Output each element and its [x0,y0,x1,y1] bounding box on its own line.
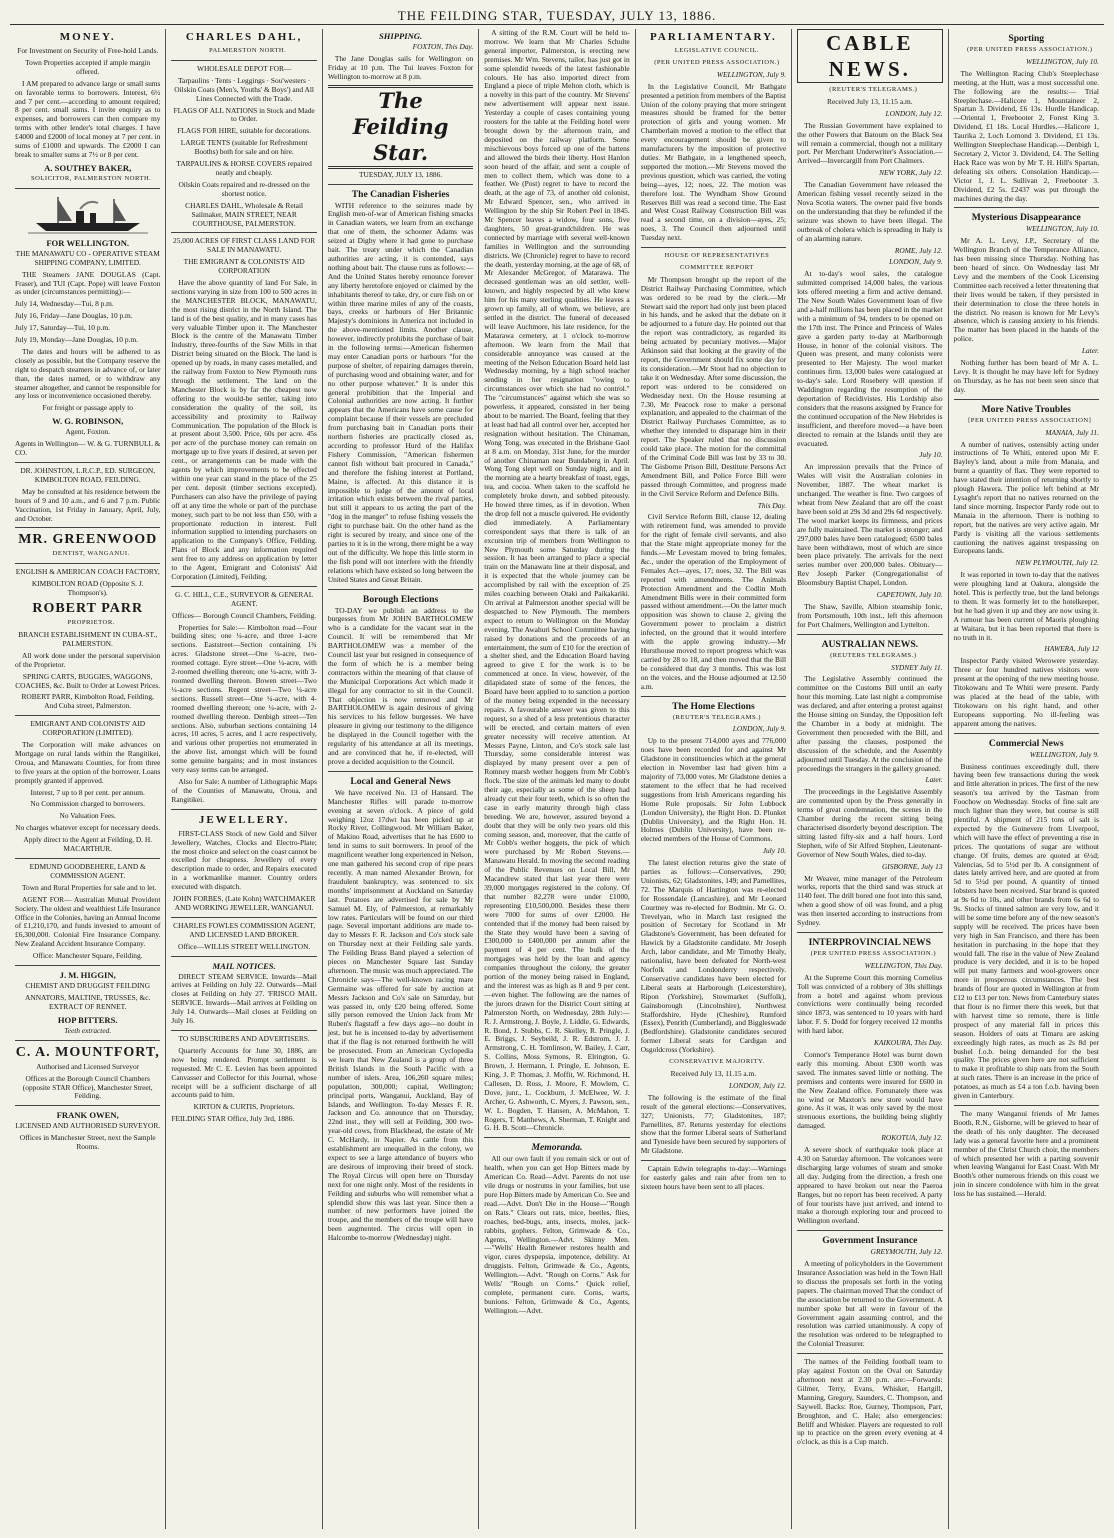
subs-heading: TO SUBSCRIBERS AND ADVERTISERS. [178,1034,310,1043]
cr-heading: COMMITTEE REPORT [680,263,754,271]
spring-carts: SPRING CARTS, BUGGIES, WAGGONS, COACHES, &c. Built to Order at Lowest Prices. [15,671,161,690]
sailing-2: July 16, Friday—Jane Douglas, 10 p.m. [15,311,133,321]
agent-for: AGENT FOR— Australian Mutual Provident Society. The oldest and wealthiest Life Insurance Office in the Colonies, having an Annual Income of £1,210,170, and funds invested to amount of £6,300,000. Colonial Fire Insurance Company. New Zealand Accident Insurance Company. [15,894,161,949]
freight-line: For freight or passage apply to [42,403,133,413]
wellington-body: At the Supreme Court this morning Cornelius Toll was convicted of a robbery of 30s shillings from a hotel and against whom previous convictions were continually being recorded since 1873, was sentenced to 10 years with hard labor. F. S. Dodd for forgery received 12 months with hard labor. [797,972,943,1036]
native-press: [PER UNITED PRESS ASSOCIATION] [968,416,1092,424]
fisheries-heading: The Canadian Fisheries [351,188,450,200]
coach-sub: KIMBOLTON ROAD (Opposite S. J. Thompson's). [31,579,144,598]
columns [10,29,1104,1529]
column-7 [949,29,1104,1529]
cable-news-heading: CABLE NEWS. [797,29,942,83]
gov-insurance-body: A meeting of policyholders in the Government Insurance Association was held in the Town Hall to discuss the proposals set forth in the voting papers. The chairman moved That the conduct of the association be returned to the Government. A number spoke but all were in favour of the Government again assuming control, and the resolution was carried unanimously. A copy of the resolution was ordered to be telegraphed to the Colonial Treasurer. [797,1259,943,1349]
manawatu-company: THE MANAWATU CO - OPERATIVE STEAM SHIPPING COMPANY, LIMITED. [15,248,160,267]
greenwood-sub: DENTIST, WANGANUI. [52,550,130,558]
owen-body: Offices in Manchester Street, next the Sample Rooms. [19,1133,156,1152]
home-body: Up to the present 714,000 ayes and 776,000 noes have been recorded for and against Mr Gladstone in constituencies which at the general election in November last had given him a majority of 73,000 votes. Mr Gladstone denies a statement to the effect that he had received suggestions from Irish Americans regarding his Home Rule proposals. Sir John Lubbock (London University), the Right Hon. D. Plunket (Dublin University), and the Right Hon. H. Holmes (Dublin University), have been re-elected members of the House of Commons. [640,736,787,844]
hawera-body: Inspector Pardy visited Werowere yesterday. Three or four hundred natives visitors were present at the opening of the new meeting house. Titokowaru and Te Whiti were present. Pardy was placed at the head of the table, with Titokowaru on his right hand, and other Europeans supporting. No ill-feeling was apparent among the natives. [953,656,1099,728]
emigrant2-heading: THE EMIGRANT & COLONISTS' AID CORPORATION [183,257,305,276]
manaia-dateline: MANAIA, July 11. [1045,427,1099,437]
lc-press: (PER UNITED PRESS ASSOCIATION.) [654,58,780,66]
home-elections-heading: The Home Elections [672,700,755,712]
steamers-notice: THE Steamers JANE DOUGLAS (Capt. Fraser), and TUI (Capt. Pope) will leave Foxton as under (circumstances permitting):— [15,269,161,297]
cape-dateline: CAPETOWN, July 10. [876,590,943,600]
later-body-7: Nothing further has been heard of Mr A. L. Levy. It is thought he may have left for Sydney on Thursday, as he has not been seen since that day. [953,358,1099,394]
australian-body: The Legislative Assembly continued the committee on the Customs Bill until an early hour this morning. Late last night a compromise was declared, and after entering a protest against the House sitting on Sunday, the Opposition left the Chamber in a body at midnight. The Government then proceeded with the Bill, and after passing the clauses, postponed the discussion of the schedule, and the Assembly adjourned until Tuesday. At the conclusion of the proceedings the strangers in the gallery groaned. [797,674,943,773]
parr-address: ROBERT PARR, Kimbolton Road, Feilding, And Cuba street, Palmerston. [21,692,154,711]
mysterious-heading: Mysterious Disappearance [971,212,1081,224]
hop-bitters: HOP BITTERS. [57,1014,118,1025]
money-body: I AM prepared to advance large or small sums on favorable terms to borrowers. Interest, 6½ and 7 per cent.—according to amount required; 8 per cent. small sums. I invite enquiry as to expenses, and borrowers can then compare my terms with other lender's total charges. I have £4000 and £2000 of local money at 7 per cent. in sums of £1000 and upwards. The £2000 I can break to smaller sums at 7½ or 8 per cent. [15,78,161,159]
wholesale-items: Tarpaulins · Tents · Leggings · Sou'westers · Oilskin Coats (Men's, Youths' & Boys') and All Lines Connected with the Trade. [174,75,314,103]
fisheries-body: WITH reference to the seizures made by English men-of-war of American fishing smacks in Canadian waters, we learn from an exchange that one of them, the schooner Adams was seized at Digby where it had gone to purchase bait. The treaty under which the Canadian authorities are acting, it is contended, says nothing about bait. The clause runs as follows:— And the United States hereby renounce forever any liberty heretofore enjoyed or claimed by the inhabitants thereof to take, dry, or cure fish on or within three marine miles of any of the coasts, bays, creeks or harbours of Her Britannic Majesty's dominions in America not included in the above-mentioned limits. Another clause, however, indirectly prohibits the purchase of bait in the following terms:—American fishermen may enter Canadian ports or harbours "for the purpose of shelter, of repairing damages therein, of purchasing wood and obtaining water, and for no other purpose whatever." It is under this general prohibition that the Imperial and Colonial authorities are now acting. It further appears that the Americans have some cause for complaint because if their vessels are precluded from purchasing bait in Canadian ports their northern fisheries are practically closed as, according to professor Hurd of the Halifax Fishery Commission, "American fishermen cannot fish without bait procured in Canada," and therefore the fishing interest at Portland, Maine, is affected. At this distance it is impossible to judge of the amount of local irritation which exists between the rival parties, but still it appears to us acting the part of the "dog in the manger" to refuse fishing vessels the right to purchase bait. On the other hand as the right is secured by treaty, and since one of the parties to it is in the wrong, there might be a way out of the difficulty. We hope this little storm in the fish pond will not interfere with the friendly relations which have existed so long between the United States and Great Britain. [327,200,474,584]
thisday-dateline: This Day. [757,500,787,510]
for-wellington: FOR WELLINGTON. [46,237,130,248]
july10-dateline-6: July 10. [919,450,943,460]
mountfort-heading: C. A. MOUNTFORT, [15,1044,160,1060]
news-body: A sitting of the R.M. Court will be held to-morrow. We learn that Mr Charles Schulte general importer, Palmerston, is erecting new premises. Mr Wm. Stevens, tailor, has just got in some splendid tweeds of the latest fashionable colours. He has also imported direct from England a piece of triple Melton cloth, which is a novelty in this part of the country. Mr Stevens' new advertisement will appear next issue. Yesterday a couple of cases containing young roosters for the table at the Feilding hotel were brought down by the afternoon train, and deposited on the railway platform. Some mischievous boys forced up one of the battens and allowed the birds their liberty. Host Hanlon soon heard of the affair, and sent a couple of men to collect them, which was done to a feather. We (Post) regret to have to record the death, at the age of 73, of another old colonist, Mr Edward Spencer, sen., who arrived in Wellington by the ship Sir Robert Peel in 1845. Mr Spencer leaves a widow, four sons, five daughters, 50 great-grandchildren. He was connected by marriage with several well-known families in Wellington and the surrounding districts. We (Chronicle) regret to have to record the death, yesterday morning, at the age of 68, of Mr Alexander McGregor, of Matarawa. The deceased gentleman was an old settler, well-known, and highly respected by all who knew him for his many sterling qualities. He leaves a grown up family, all of whom, we believe, are settled in the district. The funeral of deceased will leave Auchmore, his late residence, for the Matarawa cemetery, at 1 o'clock to-morrow afternoon. We learn from the Mail that considerable annoyance was caused at the meeting of the Nelson Education Board held last Wednesday morning, by a high school teacher sending in her resignation "owing to circumstances over which she had no control." The "circumstances" against which she was so powerless, it appeared, consisted in her being about to be married. The Board, feeling that they at least had had all control over her, accepted her resignation without hesitation. The Chinaman, Wong Tong, was executed in the Brisbane Gaol at 8 a.m. on Monday, 31st June, for the murder of another Chinaman near Bundaberg in April. Wong Tong slept well on Sunday night, and in the morning ate a hearty breakfast of toast, eggs, tea, and cocoa. When taken to the scaffold he completely broke down, and sobbed piteously. He bowed three times, as if in devotion. When the drop fell not a muscle quivered. He evidently died immediately. A Parliamentary correspondent says that there is talk of an excursion trip of members from Wellington to New Plymouth some Saturday during the session. It has been arranged to place a special train on the Manawatu line at their disposal, and it is expected that the whole journey can be accomplished by rail with the exception of 25 miles coaching between Otaki and Paikakariki. On arrival at Palmerston another special will be despatched to New Plymouth. The members expect to return to Wellington on the Monday evening. The Awahuri School Committee having raised by donations and the proceeds of an entertainment, the sum of £10 for the erection of a shelter shed, and the Education Board having agreed to give £ for the work is to be commenced at once. In view, however, of the dilapidated state of some of the fences, the Board have been applied to to sanction a portion of the money being expended in the necessary repairs. A favourable answer was given to this request, so a shed of a less pretentious character will be erected, and certain matters of even greater necessity will receive attention. At Messrs Payne, Linton, and Co's stock sale last Thursday, some considerable interest was displayed by many present over a pen of Romney marsh wether hoggets from Mr Cobb's flock. The size of the animals led many to doubt their age, especially as some of the sheep had already cut their four teeth, which is so often the case in early maturity through high class breeding. We are, however, assured beyond a doubt that they will be only two years old this coming season, and, moreover, that the cattle of Mr Cobb's wether hoggets, the pick of which were purchased by Mr Robert Stevens.—Manawatu Herald. In moving the second reading of the Public Revenues on Local Bill, Mr Macandrew stated that last year there were 39,000 mortgages registered in the colony. Of that number 82,278 were under £1000, representing £10,500,000. Besides these there were 7000 for sums of over £2000. He contended that if the money had been raised by the State they would have been a saving of £300,000 to £400,000 per annum after the payment of 4 per cent. The bulk of the mortgages was held by the loan and agency companies throughout the colony, the greater portion of the money being raised in England, and the interest was as high as 8 and 9 per cent.—even higher. The following are the names of the jurors drawn for the District Court sitting at Palmerston North, on Wednesday, 28th July:—R. J. Armstrong, J. Boyle, J. Liddle, G. Edwards, R. Bond, J. Stubbs, C. R. Skelley, R. Pringle, J. E. Briggs, J. Seybeild, J. R. Edstrom, J. J. Armstrong, C. H. Tomlinson, W. Bailey, J. Carr, S. Collins, Moss Symons, R. Elrington, G. Brown, J. Hermann, I. Pringle, E. Johnson, E. King, J. P. Thomas, J. Moffit, W. Richmond, H. Callesen, D. Ross, J. Moore, F. Mowlem, C. Dove, junr., L. Cockburn, J. McElwee, W. J. Archer, G. Ashworth, C. Myers, J. Pawson, sen., W. L. Bogden, T. Hansen, A. McMahon, T. Rogers, T. Matthews, A. Sherman, T. Knight and G. H. B. Scott—Chronicle. [484,29,630,1133]
cape-body: The Shaw, Saville, Albion steamship Ionic, from Portsmouth, 10th inst., left this afternoon for Port Chalmers, Wellington and Lyttelton. [797,601,943,629]
robinson-title: Agent, Foxton. [65,427,110,437]
emigrant-body: The Corporation will make advances on Mortgage on rural lands within the Rangitikei, Oroua, and Manawatu Counties, for from three to five years at the option of the borrower. Loans promptly granted if approved. [15,740,161,785]
subs-body: Quarterly Accounts for June 30, 1886, are now being rendered. Prompt settlement is requested. Mr C. E. Levien has been appointed Canvasser and Collector for this Journal, whose receipt will be a sufficient discharge of all accounts paid to him. [171,1045,317,1100]
local-news-heading: Local and General News [350,775,451,787]
cable-dateline: LONDON, July 12. [885,108,943,118]
flags-nations: FLAGS OF ALL NATIONS in Stock and Made to Order. [173,105,315,124]
greenwood-heading: MR. GREENWOOD [18,532,158,548]
dahl-address: CHARLES DAHL, Wholesale & Retail Sailmaker, MAIN STREET, NEAR COURTHOUSE, PALMERSTON. [185,200,304,228]
kaikoura-dateline: KAIKOURA, This Day. [873,1038,943,1048]
booth-body: The many Wanganui friends of Mr James Booth, R.N., Gisborne, will be grieved to hear of the death of his only daughter. The deceased lady was a general favorite here and a prominent member of the Christ Church choir, the members of which presented her with a parting souvenir when leaving Wanganui for East Coast. With Mr Booth's other numerous friends on this coast we join in sincere condolence with him in the great loss he has sustained.—Herald. [953,1108,1099,1199]
southey-name: A. SOUTHEY BAKER, [44,162,132,173]
sporting-dateline: WELLINGTON, July 10. [1025,56,1099,66]
flags-hire: FLAGS FOR HIRE, suitable for decorations. [177,126,311,136]
memoranda-body: All our own fault if you remain sick or out of health, when you can get Hop Bitters made by American Co. Read—Advt. Parents do not use vile drugs or nostrums in your families, but use pure Hop Bitters made by American Co. See and read.—Advt. Don't Die in the House—"Rough on Rats." Clears out rats, mice, beetles, flies, roaches, bed-bugs, ants, insects, moles, jack-rabbits, gophers. Felton, Grimwade & Co., Agents, Wellington.—Advt. Skinny Men.—"Wells' Health Renewer restores health and vigor, cures dyspepsia, impotence, debility. At druggists. Felton, Grimwade & Co., Agents, Wellington.—Advt. "Rough on Corns." Ask for Wells' "Rough on Corns." Quick relief, complete, permanent cure. Corns, warts, bunions. Felton, Grimwade & Co., Agents, Wellington.—Advt. [484,1154,630,1315]
conservative-heading: CONSERVATIVE MAJORITY. [669,1058,765,1066]
np-body: It was reported in town to-day that the natives were ploughing land at Oakura, alongside the hotel. This is perfectly true, but the land belongs to them. It was formerly let to the hotelkeeper, but he had given it up and they are now using it. A rumour has been current of Maoris ploughing at Waitara, but it has been reported that there is no truth in it. [953,570,1099,642]
parliamentary-heading: PARLIAMENTARY. [650,31,777,43]
later-dateline-6: Later. [925,775,943,785]
conservative-body: The following is the estimate of the final result of the general elections:—Conservatives, 327; Unionists, 77; Gladstonites, 187; Parnellites, 87. Returns yesterday for elections show that the former Liberal seats of Sutherland and Tyneside have been secured by supporters of Mr Gladstone. [640,1092,787,1156]
edwin-body: Captain Edwin telegraphs to-day:—Warnings for easterly gales and rain after from ten to sixteen hours have been sent to all places. [640,1164,787,1191]
johnston-heading: DR. JOHNSTON, L.R.C.P., ED. SURGEON, KIMBOLTON ROAD, FEILDING. [20,466,156,484]
july10-body: The latest election returns give the state of parties as follows:—Conservatives, 290; Unionists, 62; Gladstonites, 149; and Parnellites, 72. The Marquis of Hartington was re-elected for Rossendale (Lancashire), and Mr Leonard Courtney was re-elected for Bodmin. Mr G. O. Trevelyan, who in March last resigned the position of Secretary for Scotland in Mr Gladstone's Government, has been defeated for Hawick by a Gladstonite candidate. Mr Joseph Arch, labor candidate, and Mr Timothy Healy, nationalist, have been defeated for North-west Norfolk and Londonderry respectively. Conservative candidates have been elected for Liberal seats at Harborough (Leicestershire), Ripon (Yorkshire), Stowmarket (Suffolk), Gainsborough (Lincolnshire), Northwest Staffordshire, Hyde (Cheshire), Rumford (Essex), Penrith (Cumberland), and Biggleswade (Bedfordshire). Gladstonite candidates secured former Liberal seats for Cardigan and Osgoldcross (Yorkshire). [640,858,787,1055]
later-body-6: The proceedings in the Legislative Assembly are commented upon by the Press generally in terms of great condemnation, the scenes in the Chamber during the recent sitting being characterised disorderly beyond description. The sitting lasted fifty-six and a half hours. Lord Stephen, wife of Sir Alfred Stephen, Lieutenant-Governor of New South Wales, died to-day. [797,787,943,859]
london9-body: At to-day's wool sales, the catalogue submitted comprised 14,000 bales, the various lots offered meeting a firm and active demand. The New South Wales Government loan of five and a-half millions has been placed in the market with a minimum of 94, tenders to be opened on the 17th inst. The Prince and Princess of Wales gave a garden party to-day at Marlborough House, in honor of the colonial visitors. The Queen was present, and many colonists were presented to Her Majesty. The wool market continues firm. 13,000 bales were catalogued at to-day's sale. Lord Rosebery will question if Waddington regarding the resumption of the deportation of Recidivistes. His Lordship also considers that the reasons assigned by France for the continued occupation of the New Hebrides is insufficient, and therefore moved—a have been directed to remain at the Islands until they are evacuated. [797,269,943,448]
gov-insurance-heading: Government Insurance [822,1235,918,1247]
cable-received: Received July 13, 11.15 a.m. [827,96,913,106]
branch-body: All work done under the personal supervision of the Proprietor. [15,650,161,669]
lc-heading: LEGISLATIVE COUNCIL. [674,47,760,54]
commercial-heading: Commercial News [988,737,1064,749]
gisborne-body: Mr Weaver, mine manager of the Petroleum works, reports that the third sand was struck at 1140 feet. The drill bored one foot into this sand, when a good show of oil was found, and a plug was then inserted according to instructions from Sydney. [797,873,943,928]
sailing-1: July 14, Wednesday—Tui, 8 p.m. [15,299,114,309]
column-5 [636,29,792,1529]
rome-dateline: ROME, July 12. [894,245,943,255]
agents-line: Agents in Wellington— W. & G. TURNBULL & CO. [15,439,161,458]
sporting-press: (PER UNITED PRESS ASSOCIATION.) [967,46,1093,53]
np-dateline: NEW PLYMOUTH, July 12. [1015,558,1099,568]
mountfort-body: Offices at the Borough Council Chambers (opposite STAR Office), Manchester Street, Feilding. [22,1073,153,1101]
sporting-heading: Sporting [1008,33,1045,44]
no-charges: No charges whatever except for necessary deeds. [15,823,161,833]
goodbehere-body: Town and Rural Properties for sale and to let. [22,882,157,892]
lc-body: In the Legislative Council, Mr Bathgate presented a petition from members of the Baptist Union of the colony praying that more stringent measures should be framed for the better protection of girls and young women. Mr Chamberlain moved a motion to the effect that every encouragement should be given to manufacturers by the imposition of protective duties. Mr Bathgate, in a lengthened speech, supported the motion.—Mr Stevens moved the previous question, which was carried, the voting being—ayes, 12; noes, 22. The motion was therefore lost. The Wyndham Show Ground Reserves Bill was read a second time. The East and West Coast Railway Construction Bill was read a second time, on a division—ayes, 25; noes, 3. The Council then adjourned until Tuesday next. [640,81,787,243]
football-body: The names of the Feilding football team to play against Foxton on the Oval on Saturday afternoon next at 2.30 p.m. are:—Forwards: Gilmer, Terry, Evans, Whisker, Hartgill, Manning, Gregory, Saunders, C. Thompson, and Saywell. Backs: Roe, Gurney, Thompson, Parr, Broughton, and C. Hale; also emergencies: Beliff and Whisker. Players are requested to roll up to practice on the green every evening at 4 o'clock, as this is a Cup match. [797,1357,943,1447]
large-tents: LARGE TENTS (suitable for Refreshment Booths) both for sale and on hire. [180,138,308,157]
masthead: THE FEILDING STAR, TUESDAY, JULY 13, 1886. [10,8,1104,25]
jewellery-heading: JEWELLERY. [198,813,290,826]
branch-heading: BRANCH ESTABLISHMENT IN CUBA-ST., PALMERSTON. [18,629,158,648]
london9-dateline: LONDON, July 9. [889,257,943,267]
oilskin-line: Oilskin Coats repaired and re-dressed on the shortest notice. [178,179,310,198]
lc-dateline: WELLINGTON, July 9. [716,69,787,79]
johnston-body: May be consulted at his residence between the hours of 9 and 10 a.m., and 6 and 7 p.m. Public Vaccination, 1st Friday in January, April, July, and October. [15,486,161,523]
money-subheading-2: Town Properties accepted if ample margin offered. [25,57,151,76]
hill-office: Offices— Borough Council Chambers, Feilding. [172,610,317,620]
greymouth-dateline: GREYMOUTH, July 12. [870,1247,943,1257]
sailing-note: The dates and hours will be adhered to as closely as possible, but the Company reserve the right to despatch steamers in advance of, or later than, the dates named, or to withdraw any steamer altogether, and cannot be responsible for any loss or inconvenience occasioned thereby. [15,346,161,401]
kaikoura-body: Connor's Temperance Hotel was burnt down early this morning. About £300 worth was saved. The inmates saved little or nothing. The premises and contents were insured for £600 in the New Zealand office. Fortunately there was no wind or Maxton's new store would have gone. As it was, it was only saved by the most strenuous exertions, the building being slightly damaged. [797,1050,943,1131]
paper-title: The Feilding Star. [328,85,473,169]
issue-date: TUESDAY, JULY 13, 1886. [358,169,443,179]
hawera-dateline: HAWERA, July 12 [1044,644,1099,654]
no-commission: No Commission charged to borrowers. [30,799,146,809]
parr-heading: ROBERT PARR [32,601,144,617]
shipping-body: The Jane Douglas sails for Wellington on Friday at 10 p.m. The Tui leaves Foxton for Wellington to-morrow at 8 p.m. [327,53,474,81]
owen-sub: LICENSED AND AUTHORISED SURVEYOR. [15,1121,161,1131]
emigrant-heading: EMIGRANT AND COLONISTS' AID CORPORATION (LIMITED). [30,719,146,738]
hill-body: Properties for Sale:— Kimbolton road—Four building sites; one ¼-acre, and three 1-acre sections. Eaststreet—Section containing 1¾ acres. Gladstone street—One ¼-acre, two-roomed cottage. Eyre street—One ¼-acre, with 2-roomed dwelling thereon; one ¼-acre, with 3-roomed dwelling thereon. Bowen street—Two ¼-acre sections. Regent street—Two ¼-acre sections. Russell street—One ¼-acre, with 4-roomed dwelling thereon; one ¼-acre, with 2-roomed dwelling thereon. Denbigh street—Ten sections. Also, suburban sections containing 14 acres, 10 acres, 5 acres, and 1 acre respectively, and various other properties not enumerated in the above list, amongst which will be found some genuine bargains; and in most instances very easy terms can be arranged. [171,622,317,775]
robinson-name: W. G. ROBINSON, [52,416,124,427]
column-1 [10,29,166,1529]
chemist-line: CHEMIST AND DRUGGIST FEILDING [25,981,151,991]
shipping-heading: SHIPPING. [378,31,423,41]
conservative-received: Received July 13, 11.15 a.m. [670,1068,757,1078]
memoranda-heading: Memoranda. [531,1142,583,1154]
rotorua-body: A severe shock of earthquake took place at 4.30 on Saturday afternoon. The volcanoes were discharging large volumes of steam and smoke all day. Judging from the direction, a fresh one appeared to have broken out near the Paeroa Ranges, but no report has been received. A party of four tourists have just arrived, and intend to make a thorough exploring tour and proceed to Wellington overland. [797,1145,943,1226]
hr-heading: HOUSE OF REPRESENTATIVES [664,252,770,260]
native-heading: More Native Troubles [981,403,1071,415]
wholesale-line: WHOLESALE DEPOT FOR— [196,63,292,73]
acres-heading: 25,000 ACRES OF FIRST CLASS LAND FOR SALE IN MANAWATU. [173,236,316,255]
home-reuter: (REUTER'S TELEGRAMS.) [672,713,761,721]
local-news-body: We have received No. 13 of Hansard. The Manchester Rifles will parade to-morrow evening at seven o'clock. A piece of gold weighing 12oz 17dwt has been picked up at Rocky River, Collingwood. Mr William Baker, of Makino Road, advertises that he has £600 to lend in sums to suit borrowers. In proof of the magnificent weather long experienced in Nelson, one man gathered his second crop of ripe pears recently. A man named Alexander Brown, for fraudulent bankruptcy, was sentenced to six months' imprisonment at Auckland on Saturday last. Potatoes are advertised for sale by Mr Samuel M. Ely, of Palmerston, at remarkably low rates. Particulars will be found on our third page. Several important additions are made to-day to Messrs F. R. Jackson and Co's stock sale on Thursday next at their Feilding sale yards. The Feilding Brass Band played a selection of pieces on Manchester Square last Sunday afternoon. The music was much appreciated. The Chronicle says—The well-known racing mare Germaine was offered for sale by auction at Messrs Jackson and Co's sale on Saturday, but was passed in, only £20 being offered. Some silly person removed the Union Jack from Mr Ruben's flagstaff a few days ago—no doubt in jest, but he is incensed to-day by advertisement that if the flag is not returned forthwith he will be prosecuted. From an American Cyclopedia we learn that New Zealand is a group of three British Islands in the South Pacific with a number of islets. Area, 106,260 square miles; population, 300,000; capital, Wellington; principal ports, Wanganui, Auckland, Bay of Islands, and Wellington. To-day Messrs F. R. Jackson and Co. announce that on Thursday, 22nd inst., they will sell at Feilding, 300 two-year-old cows, from Blackhead, the estate of Mr C. McHardy, in Napier. As cattle from this establishment are unequalled in the colony, we expect to see a large attendance of buyers who are desirous of improving their breed of stock. The Royal Circus will open here on Thursday next for one night only. Most of the residents in Feilding and suburbs who will remember what a splendid show this was last year. Since then a number of new performers have joined the troupe, and the members of the troupe will have been augmented. The circus will open in Halcombe to-morrow (Wednesday) night. [327,787,474,1243]
commercial-dateline: WELLINGTON, July 9. [1029,749,1099,759]
sydney-dateline: SYDNEY July 11. [891,662,943,672]
commercial-body: Business continues exceedingly dull, there having been few transactions during the week and little alteration in prices. The first of the new season's tea arrived by the Tasman from Foochow on Wednesday. Stocks of fine salt are much lighter than they were, but course is still plentiful. A shipment of 215 tons of salt is expected by the Guinevere from Liverpool, which will have the effect of preventing a rise in prices. The quotations of sugar are without change. Of fruits, demes are quoted at 6½d; Valencias, 5d to 5½d per lb. A consignment of dates lately arrived here, and are quoted at from 5d to 5½d per pound. A quantity of tinned lobsters have been received. Star brand is quoted at 9s 6d to 10s, and other brands from 6s 6d to 9s. Stocks of tinned salmon are very low, and it will be some time before any of the new season's supply will be received. The prices have been very high in San Francisco, and there has been hesitation in purchasing in the hope that they would fall. The rise in the value of New Zealand produce is very decided, and it is to be hoped will put many farmers and wool-growers once more in prosperous circumstances. The best brands of flour are quoted in Wellington at from £12 to £13 per ton. News from Canterbury states that flour is no firmer there this week, but that with harvest time so remote, there is little prospect of any material fall in prices this season. Holders of oats at Timaru are asking exceedingly high rates, as much as 2s 8d per bushel f.o.b. being demanded for the best quality. The prices given here are not sufficient to make it profitable to ship oats from the South at such rates. There is an increase in the price of potatoes, as much as £4 a ton f.o.b. having been given in Canterbury. [953,761,1099,1101]
money-heading: MONEY. [59,31,116,43]
hr-body: Mr Thompson brought up the report of the District Railway Purchasing Committee, which was ordered to be read by the clerk.—Mr Stewart said the report had only just been placed in his hands, and he asked that the debate on it be adjourned to a future day. He pointed out that the report was contradictory, as regarded its being actuated by pecuniary motives.—Major Atkinson said that looking at the gravity of the report, the Government should fix some day for its consideration.—Mr Stout had no objection to take it on Wednesday. After some discussion, the report was ordered to be considered on Wednesday next. On the House resuming at 7.30, Mr Peacock rose to make a personal explanation, and appealed to the chairman of the District Railway Purchases Committee, as to whether they intended to disparage him in their report. The Speaker ruled that no discussion could take place. The motion for the committal of the Criminal Code Bill was lost by 33 to 30. The Gisborne Prison Bill, Destitute Persons Act Amendment Bill, and Police Force Bill were passed through Committee, and progress made in the Civil Service Reform and Defence Bills. [640,274,787,498]
jewellery-body: FIRST-CLASS Stock of new Gold and Silver Jewellery, Watches, Clocks and Electro-Plate; the most choice and select on the coast cannot be excelled for cheapness. Jewellery of every description made to order, and Repairs executed in a workmanlike manner. Country orders executed with dispatch. [171,828,317,892]
fowles-heading: CHARLES FOWLES COMMISSION AGENT, AND LICENSED LAND BROKER. [173,920,316,939]
borough-heading: Borough Elections [362,593,439,605]
goodbehere-heading: EDMUND GOODBEHERE, LAND & COMMISSION AGENT. [29,862,146,880]
australian-heading: AUSTRALIAN NEWS. [821,638,919,650]
coach-heading: ENGLISH & AMERICAN COACH FACTORY, [15,567,160,577]
hill-heading: G. C. HILL, C.E., SURVEYOR & GENERAL AGENT. [175,589,314,608]
column-2 [166,29,322,1529]
sailing-4: July 19, Monday—Jane Douglas, 10 p.m. [15,335,138,345]
no-valuation: No Valuation Fees. [59,811,116,821]
dahl-heading: CHARLES DAHL, [185,31,303,43]
southey-title: SOLICITOR, PALMERSTON NORTH. [30,174,152,182]
fowles-office: Office—WILLIS STREET WELLINGTON. [178,941,311,951]
interest-line: Interest, 7 up to 8 per cent. per annum. [30,787,145,797]
conservative-dateline: LONDON, July 12. [729,1080,787,1090]
native-body: A number of natives, ostensibly acting under instructions of Te Whiti, entered upon Mr F. Bayley's land, about a mile from Manaia, and burnt a quantity of flax. They were reported to have stated their intention of returning shortly to plough Hawera. The police left behind at Mr Lysaght's report that no natives returned on the land since morning. Inspector Pardy rode out to Manaia in the afternoon. There is nothing to report, but the natives are very active again. Mr Pardy is visiting all the various settlements cautioning the natives against trespassing on Europeans lands. [953,439,1099,556]
steamship-icon [28,193,148,235]
cable-reuter: (REUTER'S TELEGRAMS.) [829,86,918,93]
foxton-dateline: FOXTON, This Day. [412,42,474,51]
parr-sub: PROPRIETOR. [67,619,115,627]
mail-heading: MAIL NOTICES. [212,960,276,971]
money-subheading: For Investment on Security of Free-hold Lands. [17,46,159,55]
column-6 [792,29,948,1529]
australian-reuter: (REUTERS TELEGRAMS.) [830,651,917,659]
rotorua-dateline: ROKOTUA, July 12. [881,1133,943,1143]
sailing-3: July 17, Saturday—Tui, 10 p.m. [15,323,110,333]
later-dateline-7: Later. [1081,346,1099,356]
home-dateline: LONDON, July 9. [732,724,787,734]
column-3 [323,29,479,1529]
teeth-line: Teeth extracted. [64,1025,112,1035]
ny-dateline: NEW YORK, July 12. [879,168,943,178]
borough-body: TO-DAY we publish an address to the burgesses from Mr JOHN BARTHOLOMEW who is a candidate for the vacant seat in the Council. It will be remembered that Mr BARTHOLOMEW was a member of the Council last year but resigned in consequence of the form of which he is a member being contractors within the meaning of that clause of the Municipal Corporations Act which made it illegal for any contractor to sit in the Council. That objection is now removed and Mr BARTHOLOMEW is again desirous of giving his services to his fellow burgesses. We have pleasure in giving our testimony to the diligence he displayed in the Council together with the regularity of his attendance at all its meetings, and are convinced that he, if re-elected, will prove a decided acquisition to the Council. [327,605,474,766]
lithos-body: Also for Sale: A number of Lithographic Maps of the Counties of Manawatu, Oroua, and Rangitikei. [171,776,317,804]
sporting-body: The Wellington Racing Club's Steeplechase meeting, at the Hutt, was a most successful one. The following are the results:— Trial Steeplechase.—Halicore 1, Mountaineer 2, Spartan 3. Dividend, £6 13s. Hurdle Handicap.—Oriental 1, Freebooter 2, Forest King 3. Dividend, £1 18s. Local Hurdles.—Halicore 1, Taurika 2, Loch Lomond 3. Dividend, £1 13s. Wellington Steeplechase Handicap.—Denbigh 1, Secretary 2, Victor 3. Dividend, £4. The Selling Hack Race was won by Mr T. H. Hill's Spartan, defeating six others. Consolation Handicap.—Victor 1, J. L. Sullivan 2, Freebooter 3. Dividend, £2 5s. £2437 was put through the machines during the day. [953,68,1099,203]
owen-name: FRANK OWEN, [56,1110,119,1121]
thisday-body: Civil Service Reform Bill, clause 12, dealing with retirement fund, was amended to provide for the right of female civil servants, and also that the State might appropriate money for the funds.—Mr Levestam moved to bring females, &c., under the operation of the Employment of Females Act—ayes, 17; noes, 32. The Bill was reported with amendments. The Animals Protection Amendment and the Codlin Moth Amendment Bills were in their committed form passed without amendment.—On the latter much opposition was shown to clause 2, giving the Government power to proclaim a district infected, on the ground that it would interfere with the apple growing industry.—Mr Hursthouse moved to report progress which was carried by 28 to 18, and then moved that the Bill be considered that day 3 months. This was lost on the voices, and the House adjourned at 12.50 a.m. [640,512,787,691]
kirton-sub: FEILDING STAR Office, July 3rd, 1886. [171,1114,295,1124]
mysterious-body: Mr A. L. Levy, J.P., Secretary of the Wellington Branch of the Temperance Alliance, has been missing since Thursday. Nothing has been heard of since. On Wednesday last Mr Levy and the members of the Cook Licensing Committee each received a letter threatening that their lives would be taken, if they persisted in their determination to close the three hotels in the district. No reason is known for Mr Levy's absence, which is causing anxiety to his friends. The matter has been placed in the hands of the police. [953,236,1099,344]
tarpaulins-line: TARPAULINS & HORSE COVERS repaired neatly and cheaply. [176,159,312,177]
mysterious-dateline: WELLINGTON, July 10. [1025,224,1099,234]
annators-line: ANNATORS, MALTINE, TRUSSES, &c. EXTRACT OF RENNET. [25,992,151,1011]
kirton-line: KIRTON & CURTIS, Proprietors. [193,1102,295,1112]
interprovincial-press: (PER UNITED PRESS ASSOCIATION.) [810,949,937,957]
dahl-sub: PALMERSTON NORTH. [208,47,287,54]
gisborne-dateline: GISBORNE, July 13 [881,861,943,871]
interprovincial-heading: INTERPROVINCIAL NEWS [808,936,931,948]
emigrant2-body: Have the above quantity of land For Sale, in sections varying in size from 100 to 500 acres in the MANCHESTER BLOCK, MANAWATU, the most rising district in the North Island. The land is of the best quality, and in many cases has very valuable Timber upon it. The Manchester Block is the centre of the Manawatu Timber Industry, three-fourths of the Saw Mills in that District being situated on the Block. The land is opened up by roads, in many cases metalled, and the railway from Foxton to New Plymouth runs through the settlement. The land on the Manchester Block is by far the cheapest now offering to the would-be settler, taking into consideration the quality of the soil, its accessibility and proximity to Railway Communication. The population of the Block is at present about 3,500. Price, 60s per acre. 45s per acre of the purchase money can remain on mortgage up to five years if desired, at seven per cent., or arrangements can be made with the agents by which improvements to be effected within one year can stand in the place of the 25 per cent. deposit (timber sections excepted). Purchasers can also have the privilege of paying off at any time the whole or part of the purchase money, such part to be not less than £50, with a proportionate reduction in interest. Full information supplied to intending purchasers on application to the Company's Office, Feilding. Plans of Block and any information required sent free to any address on application by letter to the Agent, Emigrant and Colonists' Aid Corporation (Limited), Feilding. [171,278,317,581]
mountfort-sub: Authorised and Licensed Surveyor [36,1061,140,1071]
mail-body: DIRECT STEAM SERVICE. Inwards—Mail arrives at Feilding on July 22. Outwards—Mail closes at Feilding on July 27. 'FRISCO MAIL SERVICE. Inwards—Mail arrives at Feilding on July 14. Outwards—Mail closes at Feilding on July 16. [171,971,317,1026]
forbes-block: JOHN FORBES, (Late Kohn) WATCHMAKER AND WORKING JEWELLER, WANGANUI. [172,894,316,912]
ny-body: The Canadian Government have released the American fishing vessel recently seized in the Nova Scotia waters. The owner paid five bonds on the understanding that they be refunded if the seizure was shown to have been illegal. The outbreak of cholera which is spreading in Italy is of an alarming nature. [797,180,943,243]
column-4 [479,29,635,1529]
july10-dateline: July 10. [762,846,787,856]
cable-body: The Russian Government have explained to the other Powers that Batoum on the Black Sea will remain a commercial, though not a military port. Per Merchant Underwriter's Association.—Arrived—Invercargill from Port Chalmers. [797,120,943,166]
apply-line: Apply direct to the Agent at Feilding, D. H. MACARTHUR. [23,835,153,854]
wellington-dateline: WELLINGTON, This Day. [864,960,943,970]
july10-body-6: An impression prevails that the Prince of Wales will visit the Australian colonies in November, 1887. The wheat market is unchanged. The weather is fine. Two cargoes of wheat from New Zealand that are off the coast have been sold at 29s 3d and 29s 6d respectively. The wool market keeps its firmness, and prices are fully maintained. The market is stronger; and 297,000 bales have been catalogued; 6500 bales have been withdrawn, most of which are since been place privately. The arrivals for the next series number over 200,000 bales. Obituary—Rev Joseph Parker (Congregationalist of Bloomsbury Baptist Chapel, London. [797,462,943,588]
office-line: Office: Manchester Square, Feilding. [32,951,143,961]
higgin-name: J. M. HIGGIN, [59,970,116,981]
